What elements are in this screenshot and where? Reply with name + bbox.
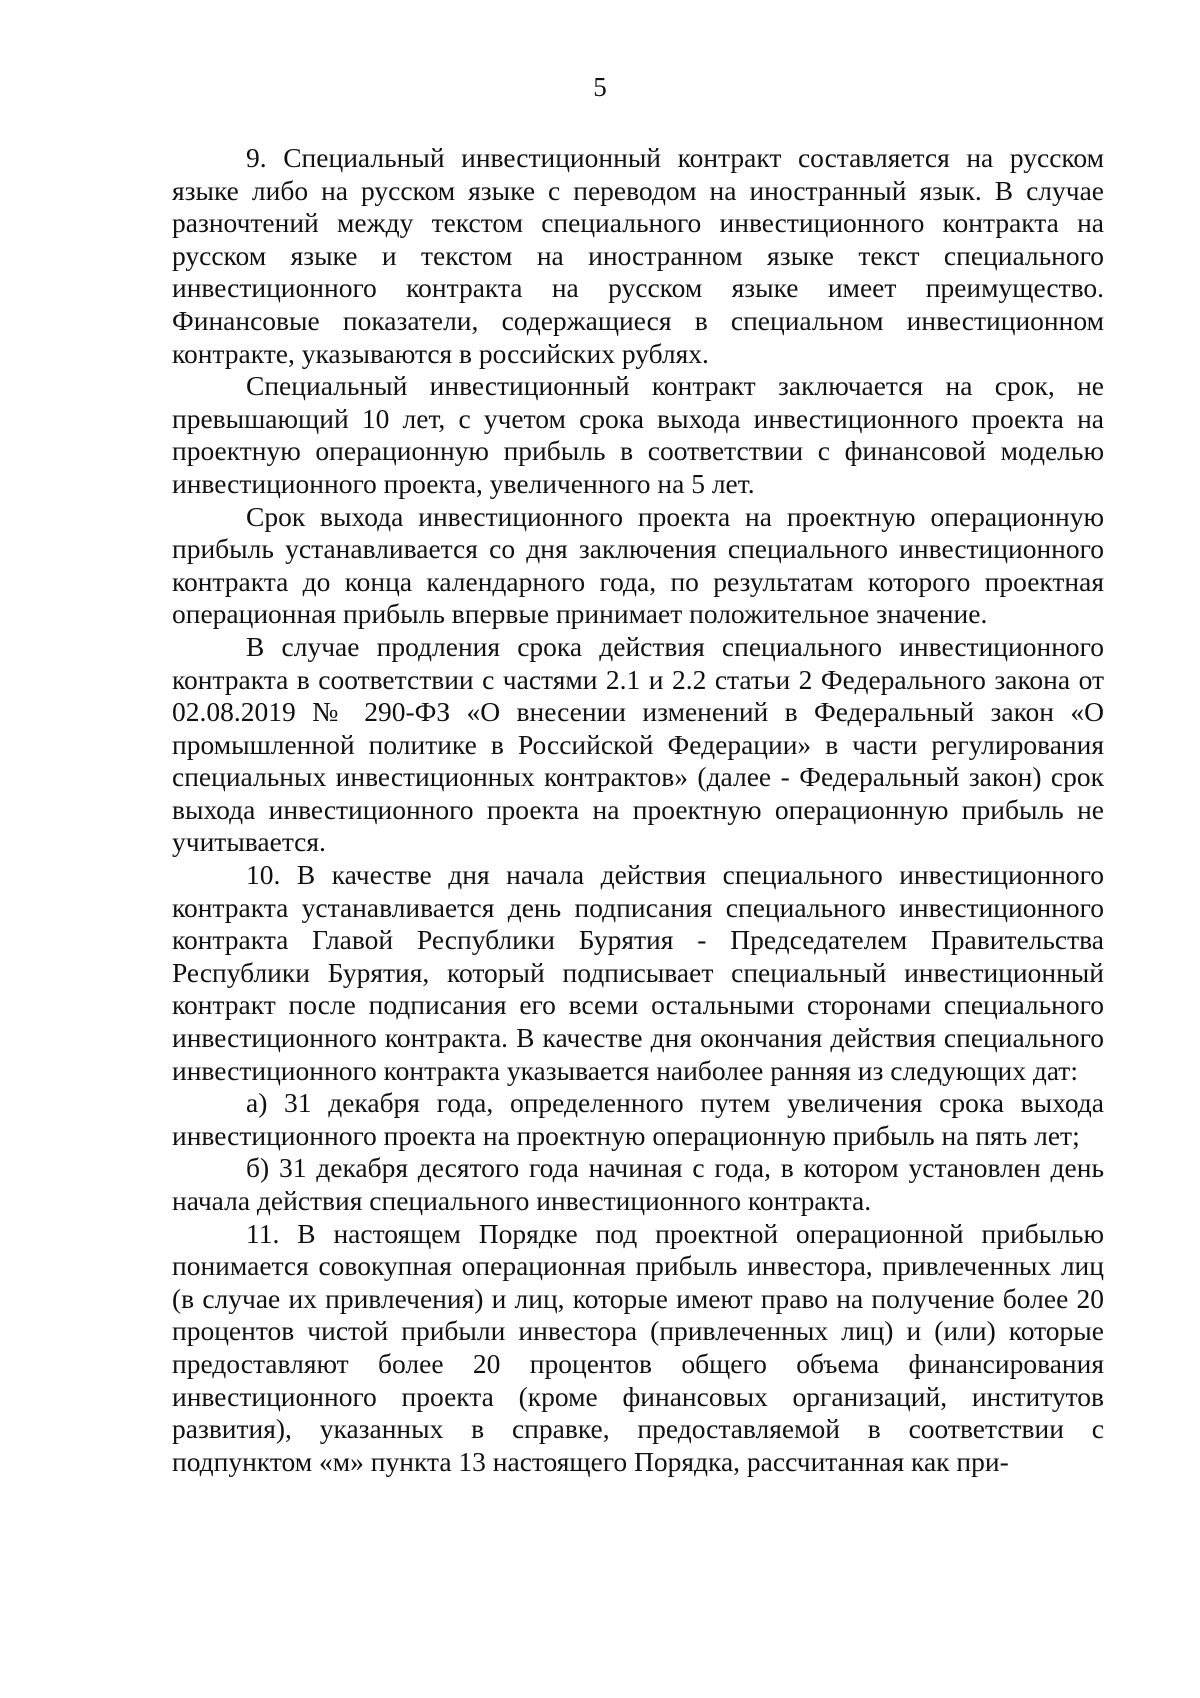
paragraph-10-start-date: 10. В качестве дня начала действия специального инвестиционного контракта устанавливается день подписания специального инвестиционного контракта Главой Республики Бурятия - Председателем Правительства Республики Бурятия, который подписывает специальный инвестиционный контракт после подписания его всеми остальными сторонами специального инвестиционного контракта. В качестве дня окончания действия специального инвестиционного контракта указывается наиболее ранняя из следующих дат: — [172, 859, 1104, 1086]
paragraph-9-language: 9. Специальный инвестиционный контракт составляется на русском языке либо на русском языке с переводом на иностранный язык. В случае разночтений между текстом специального инвестиционного контракта на русском языке и текстом на иностранном языке текст специального инвестиционного контракта на русском языке имеет преимущество. Финансовые показатели, содержащиеся в специальном инвестиционном контракте, указываются в российских рублях. — [172, 142, 1104, 369]
list-item-a: а) 31 декабря года, определенного путем увеличения срока выхода инвестиционного проекта на проектную операционную прибыль на пять лет; — [172, 1087, 1104, 1151]
paragraph-contract-term: Специальный инвестиционный контракт заключается на срок, не превышающий 10 лет, с учетом срока выхода инвестиционного проекта на проектную операционную прибыль в соответствии с финансовой моделью инвестиционного проекта, увеличенного на 5 лет. — [172, 370, 1104, 499]
paragraph-term-extension: В случае продления срока действия специального инвестиционного контракта в соответствии с частями 2.1 и 2.2 статьи 2 Федерального закона от 02.08.2019 № 290-ФЗ «О внесении изменений в Федеральный закон «О промышленной политике в Российской Федерации» в части регулирования специальных инвестиционных контрактов» (далее - Федеральный закон) срок выхода инвестиционного проекта на проектную операционную прибыль не учитывается. — [172, 630, 1104, 858]
paragraph-11-operating-profit: 11. В настоящем Порядке под проектной операционной прибылью понимается совокупная операционная прибыль инвестора, привлеченных лиц (в случае их привлечения) и лиц, которые имеют право на получение более 20 процентов чистой прибыли инвестора (привлеченных лиц) и (или) которые предоставляют более 20 процентов общего объема финансирования инвестиционного проекта (кроме финансовых организаций, институтов развития), указанных в справке, предоставляемой в соответствии с подпунктом «м» пункта 13 настоящего Порядка, рассчитанная как при- — [172, 1217, 1104, 1477]
paragraph-profit-period: Срок выхода инвестиционного проекта на проектную операционную прибыль устанавливается со дня заключения специального инвестиционного контракта до конца календарного года, по результатам которого проектная операционная прибыль впервые принимает положительное значение. — [172, 500, 1104, 630]
page-number: 5 — [593, 72, 607, 102]
document-body — [172, 142, 1104, 1478]
list-item-b: б) 31 декабря десятого года начиная с года, в котором установлен день начала действия специального инвестиционного контракта. — [172, 1152, 1104, 1216]
